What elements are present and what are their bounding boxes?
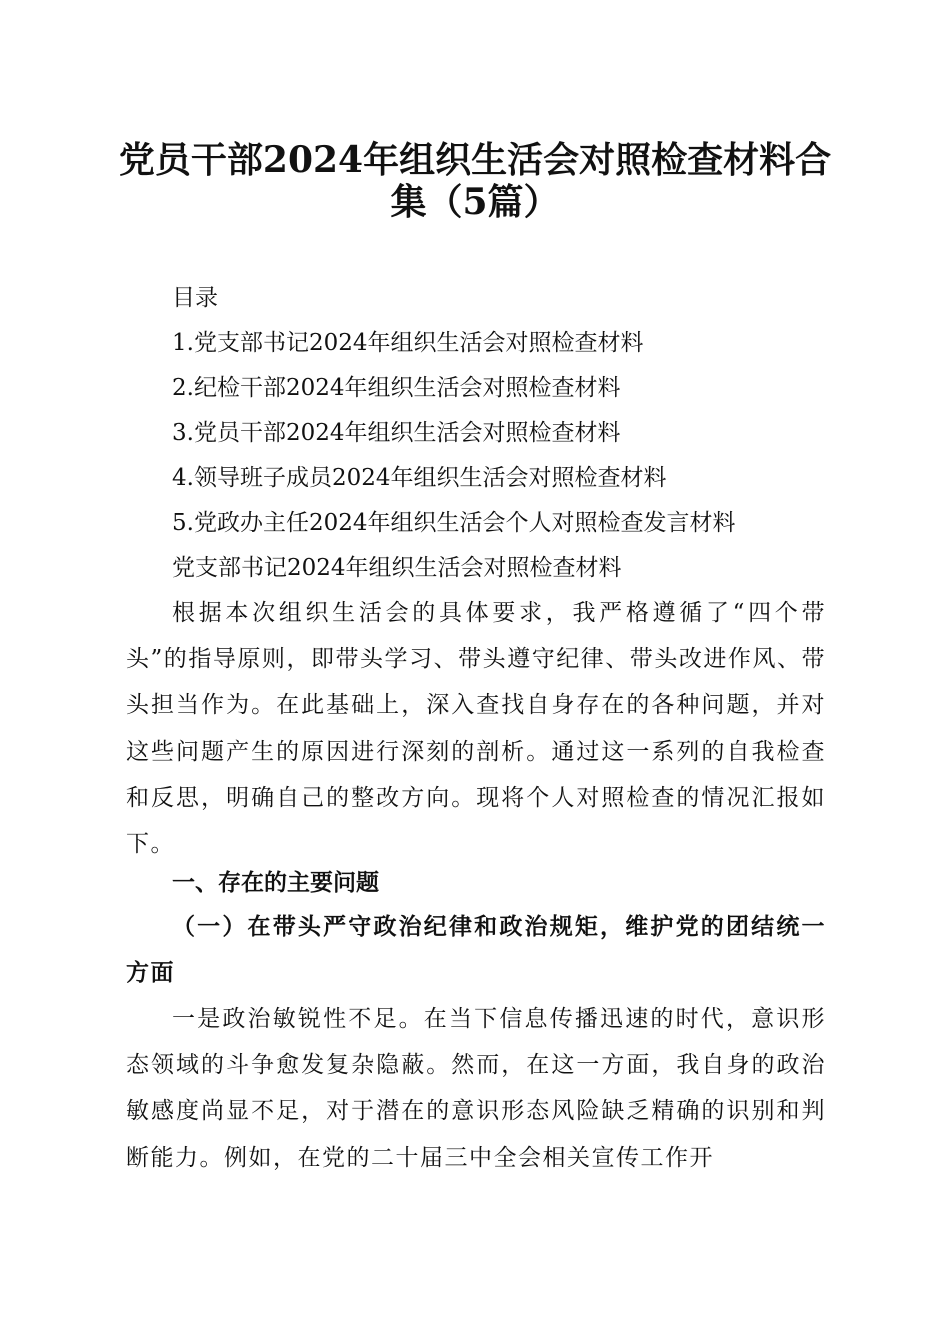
body-paragraph: 一是政治敏锐性不足。在当下信息传播迅速的时代，意识形态领域的斗争愈发复杂隐蔽。然而，在这一方面，我自身的政治敏感度尚显不足，对于潜在的意识形态风险缺乏精确的识别和判断能力。例如，在党的二十届三中全会相关宣传工作开 — [126, 1006, 826, 1171]
section-title: 党支部书记2024年组织生活会对照检查材料 — [172, 555, 622, 581]
toc-item-5: 5.党政办主任2024年组织生活会个人对照检查发言材料 — [172, 510, 736, 536]
subheading-political-discipline: （一）在带头严守政治纪律和政治规矩，维护党的团结统一方面 — [126, 913, 826, 987]
toc-item-3: 3.党员干部2024年组织生活会对照检查材料 — [172, 420, 621, 446]
intro-paragraph: 根据本次组织生活会的具体要求，我严格遵循了“四个带头”的指导原则，即带头学习、带头遵守纪律、带头改进作风、带头担当作为。在此基础上，深入查找自身存在的各种问题，并对这些问题产生的原因进行深刻的剖析。通过这一系列的自我检查和反思，明确自己的整改方向。现将个人对照检查的情况汇报如下。 — [126, 600, 826, 858]
toc-item-4: 4.领导班子成员2024年组织生活会对照检查材料 — [172, 465, 667, 491]
toc-item-1: 1.党支部书记2024年组织生活会对照检查材料 — [172, 330, 644, 356]
toc-label: 目录 — [172, 285, 218, 311]
document-title-line1: 党员干部2024年组织生活会对照检查材料合 — [118, 139, 832, 181]
toc-item-2: 2.纪检干部2024年组织生活会对照检查材料 — [172, 375, 621, 401]
document-title-line2: 集（5篇） — [390, 181, 560, 223]
heading-main-problems: 一、存在的主要问题 — [172, 870, 379, 896]
